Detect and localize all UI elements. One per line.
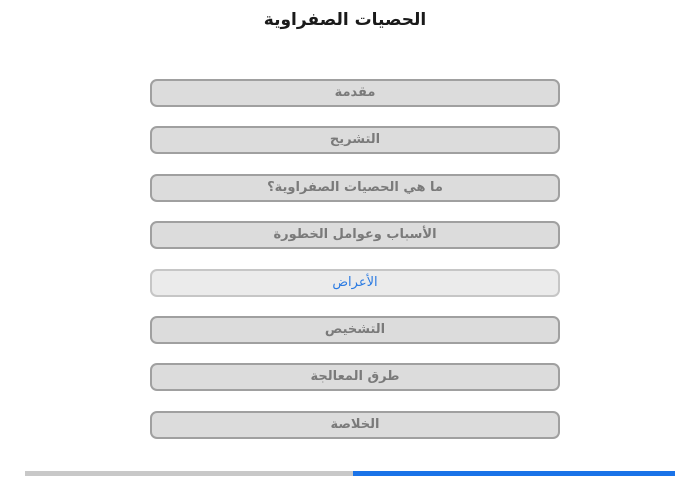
menu-item-symptoms[interactable]: الأعراض	[150, 269, 560, 297]
menu-item-what-are-gallstones[interactable]: ما هي الحصيات الصفراوية؟	[150, 174, 560, 202]
menu-item-treatment[interactable]: طرق المعالجة	[150, 363, 560, 391]
menu-item-causes-risk-factors[interactable]: الأسباب وعوامل الخطورة	[150, 221, 560, 249]
progress-bar	[25, 471, 675, 476]
menu-item-summary[interactable]: الخلاصة	[150, 411, 560, 439]
menu-item-diagnosis[interactable]: التشخيص	[150, 316, 560, 344]
menu-item-introduction[interactable]: مقدمة	[150, 79, 560, 107]
menu-item-anatomy[interactable]: التشريح	[150, 126, 560, 154]
progress-bar-fill	[353, 471, 675, 476]
chapter-menu	[150, 79, 560, 458]
page-title: الحصيات الصفراوية	[263, 10, 427, 30]
